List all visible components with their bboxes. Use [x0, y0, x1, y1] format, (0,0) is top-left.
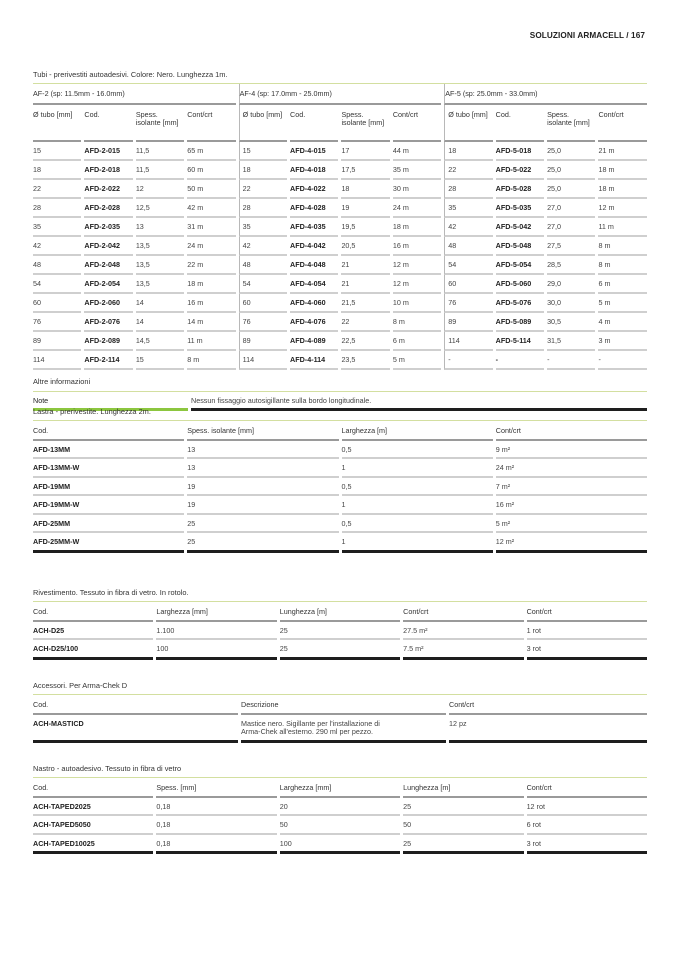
table-row: [33, 294, 647, 313]
table-cell: 18 m: [598, 180, 647, 199]
column-header: Cod.: [33, 695, 238, 715]
product-code: AFD-5-054: [496, 256, 544, 275]
column-header: Ø tubo [mm]: [239, 105, 287, 142]
product-code: ACH-D25/100: [33, 640, 153, 660]
table-cell: 20,5: [341, 237, 389, 256]
header-row: [33, 695, 647, 715]
product-code: AFD-5-089: [496, 313, 544, 332]
table-cell: 14: [136, 294, 184, 313]
table-cell: 54: [444, 256, 492, 275]
table-cell: 18 m: [393, 218, 441, 237]
table-cell: 16 m: [393, 237, 441, 256]
table-cell: 22,5: [341, 332, 389, 351]
product-code: AFD-5-114: [496, 332, 544, 351]
table-cell: 23,5: [341, 351, 389, 370]
product-code: AFD-5-028: [496, 180, 544, 199]
product-code: AFD-4-028: [290, 199, 338, 218]
table-cell: 6 rot: [527, 816, 647, 835]
table-row: [33, 161, 647, 180]
product-code: AFD-2-028: [84, 199, 132, 218]
product-code: AFD-5-076: [496, 294, 544, 313]
table-cell: 4 m: [598, 313, 647, 332]
table-cell: 30 m: [393, 180, 441, 199]
table-cell: 0,18: [156, 816, 276, 835]
product-code: ACH-TAPED2025: [33, 798, 153, 817]
table-cell: 13,5: [136, 237, 184, 256]
product-code: -: [496, 351, 544, 370]
product-code: ACH-MASTICD: [33, 715, 238, 743]
table-cell: Mastice nero. Sigillante per l'installazione di Arma-Chek all'esterno. 290 ml per pezzo.: [241, 715, 446, 743]
table-cell: 0,18: [156, 835, 276, 855]
product-code: AFD-5-060: [496, 275, 544, 294]
table-cell: 18: [341, 180, 389, 199]
table-cell: 89: [444, 313, 492, 332]
table-cell: 25: [187, 515, 338, 534]
table-cell: 48: [33, 256, 81, 275]
table-cell: 12: [136, 180, 184, 199]
group-header: AF-4 (sp: 17.0mm - 25.0mm): [239, 84, 442, 105]
product-code: AFD-5-042: [496, 218, 544, 237]
table-cell: 21: [341, 256, 389, 275]
table-cell: 76: [444, 294, 492, 313]
column-header: Ø tubo [mm]: [444, 105, 492, 142]
table-cell: 22: [239, 180, 287, 199]
table-cell: 15: [33, 142, 81, 161]
table-cell: 30,0: [547, 294, 595, 313]
table-cell: 11,5: [136, 142, 184, 161]
group-header: AF-5 (sp: 25.0mm - 33.0mm): [444, 84, 647, 105]
table-nastro: [30, 778, 650, 854]
section-title: Tubi - prerivestiti autoadesivi. Colore: Nero. Lunghezza 1m.: [33, 70, 228, 79]
table-cell: 13,5: [136, 256, 184, 275]
table-cell: 13: [187, 459, 338, 478]
table-cell: 7 m²: [496, 478, 647, 497]
table-cell: 5 m: [598, 294, 647, 313]
product-code: AFD-2-022: [84, 180, 132, 199]
table-cell: 50 m: [187, 180, 235, 199]
table-cell: 8 m: [187, 351, 235, 370]
table-row: [33, 275, 647, 294]
table-cell: 1: [342, 533, 493, 553]
section-title: Rivestimento. Tessuto in fibra di vetro. In rotolo.: [33, 588, 189, 597]
table-cell: 28,5: [547, 256, 595, 275]
table-row: [33, 256, 647, 275]
product-code: AFD-5-048: [496, 237, 544, 256]
table-cell: 12 m: [598, 199, 647, 218]
table-cell: 18: [33, 161, 81, 180]
table-cell: 19: [187, 496, 338, 515]
page-header: SOLUZIONI ARMACELL / 167: [529, 31, 645, 40]
table-cell: 16 m: [187, 294, 235, 313]
table-cell: 15: [136, 351, 184, 370]
product-code: ACH-TAPED10025: [33, 835, 153, 855]
product-code: AFD-5-022: [496, 161, 544, 180]
table-row: [33, 835, 647, 855]
table-cell: 35: [33, 218, 81, 237]
table-cell: 27,0: [547, 199, 595, 218]
column-header: Cont/crt: [527, 602, 647, 622]
table-row: [33, 478, 647, 497]
table-cell: 17,5: [341, 161, 389, 180]
table-tubi: [30, 84, 650, 370]
table-cell: -: [547, 351, 595, 370]
table-cell: 50: [403, 816, 523, 835]
table-cell: 21,5: [341, 294, 389, 313]
product-code: AFD-4-054: [290, 275, 338, 294]
table-cell: 5 m²: [496, 515, 647, 534]
product-code: AFD-5-018: [496, 142, 544, 161]
column-header: Cont/crt: [449, 695, 647, 715]
table-cell: 18 m: [187, 275, 235, 294]
table-cell: 12 m: [393, 275, 441, 294]
table-cell: 3 rot: [527, 835, 647, 855]
table-cell: 22: [33, 180, 81, 199]
table-cell: 60: [444, 275, 492, 294]
product-code: AFD-4-060: [290, 294, 338, 313]
table-cell: 25: [403, 798, 523, 817]
other-info-title: Altre informazioni: [33, 376, 91, 386]
product-code: AFD-4-114: [290, 351, 338, 370]
column-header: Descrizione: [241, 695, 446, 715]
product-code: AFD-2-076: [84, 313, 132, 332]
table-cell: 21: [341, 275, 389, 294]
table-cell: 31,5: [547, 332, 595, 351]
table-cell: 54: [33, 275, 81, 294]
table-row: [33, 351, 647, 370]
section-title: Nastro - autoadesivo. Tessuto in fibra di vetro: [33, 764, 182, 773]
table-cell: 35: [239, 218, 287, 237]
table-cell: 14,5: [136, 332, 184, 351]
table-cell: 9 m²: [496, 441, 647, 460]
product-code: AFD-25MM-W: [33, 533, 184, 553]
table-cell: 30,5: [547, 313, 595, 332]
table-cell: 114: [444, 332, 492, 351]
table-cell: 8 m: [598, 237, 647, 256]
table-cell: 12 rot: [527, 798, 647, 817]
table-cell: 31 m: [187, 218, 235, 237]
table-cell: 13: [136, 218, 184, 237]
table-cell: 3 m: [598, 332, 647, 351]
table-row: [33, 715, 647, 743]
table-cell: 89: [239, 332, 287, 351]
table-cell: 1: [342, 459, 493, 478]
column-header: Cont/crt: [527, 778, 647, 798]
note-text: Nessun fissaggio autosigillante sulla bordo longitudinale.: [191, 392, 647, 412]
table-cell: 18 m: [598, 161, 647, 180]
table-cell: 22: [341, 313, 389, 332]
product-code: AFD-2-035: [84, 218, 132, 237]
column-header: Cont/crt: [598, 105, 647, 142]
table-row: [33, 142, 647, 161]
table-cell: 27,0: [547, 218, 595, 237]
table-cell: 11 m: [598, 218, 647, 237]
table-cell: 0,5: [342, 515, 493, 534]
table-cell: 7.5 m²: [403, 640, 523, 660]
product-code: AFD-4-022: [290, 180, 338, 199]
table-cell: 19,5: [341, 218, 389, 237]
table-row: [33, 441, 647, 460]
table-cell: 22: [444, 161, 492, 180]
table-cell: 19: [341, 199, 389, 218]
column-header: Spess. isolante [mm]: [187, 421, 338, 441]
group-header-row: [33, 84, 647, 105]
section-nastro: [33, 763, 647, 854]
product-code: AFD-25MM: [33, 515, 184, 534]
column-header: Lunghezza [m]: [280, 602, 400, 622]
column-header: Spess. isolante [mm]: [341, 105, 389, 142]
header-row: [33, 602, 647, 622]
table-cell: 17: [341, 142, 389, 161]
table-row: [33, 313, 647, 332]
column-header: Cod.: [84, 105, 132, 142]
table-cell: 13,5: [136, 275, 184, 294]
table-cell: 5 m: [393, 351, 441, 370]
table-cell: 24 m: [393, 199, 441, 218]
table-cell: 42: [444, 218, 492, 237]
column-header: Cod.: [290, 105, 338, 142]
table-row: [33, 622, 647, 641]
table-cell: 16 m²: [496, 496, 647, 515]
table-cell: 12,5: [136, 199, 184, 218]
table-cell: 42: [33, 237, 81, 256]
table-accessori: [30, 695, 650, 743]
table-row: [33, 533, 647, 553]
table-cell: 25: [280, 622, 400, 641]
table-cell: 76: [239, 313, 287, 332]
product-code: ACH-D25: [33, 622, 153, 641]
table-cell: 25: [280, 640, 400, 660]
table-rivestimento: [30, 602, 650, 660]
table-cell: 60: [33, 294, 81, 313]
product-code: AFD-13MM-W: [33, 459, 184, 478]
table-cell: 25: [403, 835, 523, 855]
table-cell: 19: [187, 478, 338, 497]
table-cell: 14: [136, 313, 184, 332]
product-code: AFD-2-060: [84, 294, 132, 313]
table-cell: 25,0: [547, 161, 595, 180]
table-row: [33, 237, 647, 256]
product-code: AFD-4-015: [290, 142, 338, 161]
header-row: [33, 778, 647, 798]
table-cell: 100: [280, 835, 400, 855]
section-lastra: [33, 406, 647, 553]
product-code: AFD-2-015: [84, 142, 132, 161]
column-header: Larghezza [m]: [342, 421, 493, 441]
table-cell: 28: [239, 199, 287, 218]
table-cell: 65 m: [187, 142, 235, 161]
table-cell: 8 m: [598, 256, 647, 275]
product-code: AFD-2-048: [84, 256, 132, 275]
table-cell: 12 m²: [496, 533, 647, 553]
table-cell: 0,5: [342, 441, 493, 460]
section-accessori: [33, 680, 647, 743]
table-cell: 12 pz: [449, 715, 647, 743]
table-cell: 15: [239, 142, 287, 161]
column-header: Cod.: [496, 105, 544, 142]
table-cell: 14 m: [187, 313, 235, 332]
table-cell: 28: [444, 180, 492, 199]
table-lastra: [30, 421, 650, 553]
table-cell: 6 m: [598, 275, 647, 294]
product-code: AFD-4-042: [290, 237, 338, 256]
table-cell: 18: [444, 142, 492, 161]
table-cell: 60 m: [187, 161, 235, 180]
section-tubi: [33, 69, 647, 411]
table-cell: 1 rot: [527, 622, 647, 641]
column-header: Spess. [mm]: [156, 778, 276, 798]
table-cell: 24 m: [187, 237, 235, 256]
group-header: AF-2 (sp: 11.5mm - 16.0mm): [33, 84, 236, 105]
table-cell: 20: [280, 798, 400, 817]
table-cell: 29,0: [547, 275, 595, 294]
product-code: AFD-13MM: [33, 441, 184, 460]
column-header: Cont/crt: [187, 105, 235, 142]
table-cell: 22 m: [187, 256, 235, 275]
product-code: AFD-2-042: [84, 237, 132, 256]
section-title: Accessori. Per Arma-Chek D: [33, 681, 128, 690]
product-code: ACH-TAPED5050: [33, 816, 153, 835]
table-row: [33, 798, 647, 817]
product-code: AFD-2-054: [84, 275, 132, 294]
table-row: [33, 496, 647, 515]
table-row: [33, 459, 647, 478]
table-row: [33, 218, 647, 237]
table-cell: 11,5: [136, 161, 184, 180]
table-cell: -: [598, 351, 647, 370]
table-cell: 89: [33, 332, 81, 351]
table-cell: 60: [239, 294, 287, 313]
product-code: AFD-4-048: [290, 256, 338, 275]
table-cell: 3 rot: [527, 640, 647, 660]
product-code: AFD-2-089: [84, 332, 132, 351]
table-cell: 35: [444, 199, 492, 218]
section-rivestimento: [33, 587, 647, 660]
table-cell: 114: [239, 351, 287, 370]
table-cell: 42 m: [187, 199, 235, 218]
column-header: Lunghezza [m]: [403, 778, 523, 798]
table-cell: 25: [187, 533, 338, 553]
table-cell: 25,0: [547, 142, 595, 161]
table-cell: 42: [239, 237, 287, 256]
table-cell: 0,18: [156, 798, 276, 817]
column-header: Larghezza [mm]: [156, 602, 276, 622]
product-code: AFD-19MM-W: [33, 496, 184, 515]
product-code: AFD-19MM: [33, 478, 184, 497]
table-cell: 12 m: [393, 256, 441, 275]
product-code: AFD-2-114: [84, 351, 132, 370]
table-cell: 8 m: [393, 313, 441, 332]
table-cell: 28: [33, 199, 81, 218]
table-cell: 54: [239, 275, 287, 294]
table-cell: 44 m: [393, 142, 441, 161]
table-cell: 18: [239, 161, 287, 180]
column-header: Cod.: [33, 602, 153, 622]
column-header: Spess. isolante [mm]: [136, 105, 184, 142]
column-header: Cont/crt: [496, 421, 647, 441]
table-cell: 24 m²: [496, 459, 647, 478]
product-code: AFD-4-035: [290, 218, 338, 237]
note-label: Note: [33, 392, 188, 412]
column-header: Cod.: [33, 778, 153, 798]
table-cell: 76: [33, 313, 81, 332]
column-header: Cod.: [33, 421, 184, 441]
product-code: AFD-4-089: [290, 332, 338, 351]
table-row: [33, 515, 647, 534]
table-cell: 27.5 m²: [403, 622, 523, 641]
table-cell: 21 m: [598, 142, 647, 161]
column-header: Larghezza [mm]: [280, 778, 400, 798]
table-cell: 48: [239, 256, 287, 275]
product-code: AFD-4-018: [290, 161, 338, 180]
column-header: Cont/crt: [393, 105, 441, 142]
table-cell: 13: [187, 441, 338, 460]
table-cell: 35 m: [393, 161, 441, 180]
table-cell: 6 m: [393, 332, 441, 351]
column-header: Ø tubo [mm]: [33, 105, 81, 142]
product-code: AFD-5-035: [496, 199, 544, 218]
table-cell: 48: [444, 237, 492, 256]
header-row: [33, 421, 647, 441]
table-cell: -: [444, 351, 492, 370]
table-cell: 0,5: [342, 478, 493, 497]
table-cell: 11 m: [187, 332, 235, 351]
table-row: [33, 180, 647, 199]
table-cell: 100: [156, 640, 276, 660]
header-row: [33, 105, 647, 142]
product-code: AFD-4-076: [290, 313, 338, 332]
table-cell: 1.100: [156, 622, 276, 641]
table-cell: 10 m: [393, 294, 441, 313]
table-row: [33, 332, 647, 351]
section-title: Lastra - prerivestite. Lunghezza 2m.: [33, 407, 151, 416]
column-header: Spess. isolante [mm]: [547, 105, 595, 142]
table-row: [33, 640, 647, 660]
table-cell: 50: [280, 816, 400, 835]
table-cell: 25,0: [547, 180, 595, 199]
product-code: AFD-2-018: [84, 161, 132, 180]
table-cell: 114: [33, 351, 81, 370]
table-row: [33, 199, 647, 218]
column-header: Cont/crt: [403, 602, 523, 622]
table-row: [33, 816, 647, 835]
table-cell: 1: [342, 496, 493, 515]
table-cell: 27,5: [547, 237, 595, 256]
